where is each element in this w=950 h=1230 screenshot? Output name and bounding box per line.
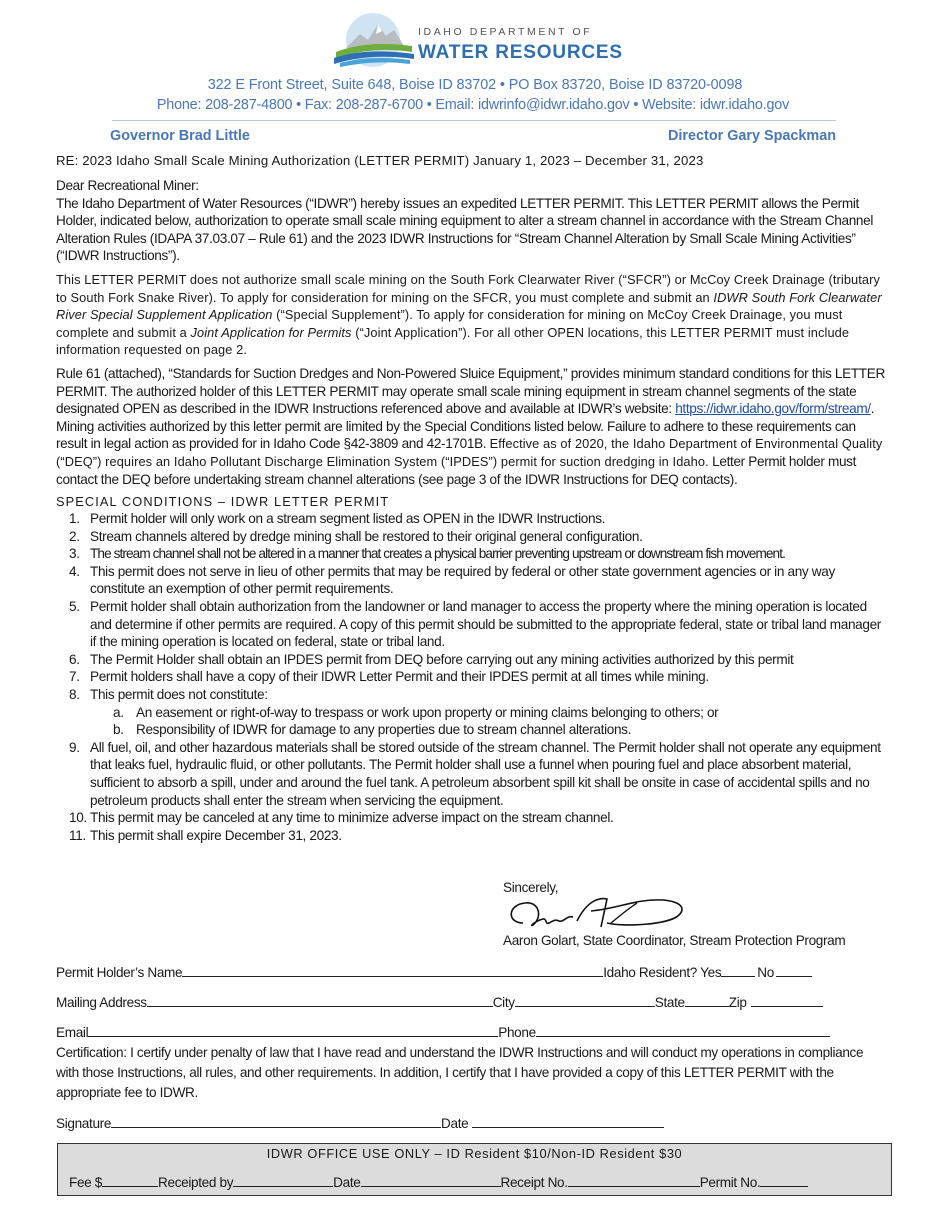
condition-number: 11. [69,827,86,843]
org-line1: IDAHO DEPARTMENT OF [418,26,593,38]
mountain-water-logo-icon [330,12,416,70]
paragraph-3: Rule 61 (attached), “Standards for Suction Dredges and Non-Powered Sluice Equipment,” provides minimum standard conditions for this LETTER PERMIT. The authorized holder of this LETTER PERMIT may operate small scale mining equipment in stream channel segments of the state designated OPEN as described in the IDWR Instructions referenced above and available at IDWR’s website: https://idwr.idaho.gov/form/stream/. Mining activities authorized by this letter permit are limited by the Special Conditions listed below. Failure to adhere to these requirements can result in legal action as provided for in Idaho Code §42-3809 and 42-1701B. Effective as of 2020, the Idaho Department of Environmental Quality (“DEQ”) requires an Idaho Pollutant Discharge Elimination System (“IPDES”) permit for suction dredging in Idaho. Letter Permit holder must contact the DEQ before undertaking stream channel alterations (see page 3 of the IDWR Instructions for DEQ contacts). [56,365,885,487]
resident-no-field[interactable] [776,962,812,977]
conditions-heading: SPECIAL CONDITIONS – IDWR LETTER PERMIT [56,494,390,510]
form-row-mailing: Mailing Address City State Zip [56,992,823,1010]
condition-text: The Permit Holder shall obtain an IPDES permit from DEQ before carrying out any mining activities authorized by this permit [90,651,794,667]
permit-no-field[interactable] [760,1172,808,1187]
condition-text: Permit holder will only work on a stream segment listed as OPEN in the IDWR Instructions. [90,511,606,527]
condition-text: This permit does not serve in lieu of other permits that may be required by federal or other state government agencies or in any way constitute an exemption of other permit requirements. [90,563,835,597]
condition-number: 10. [69,810,87,826]
condition-number: 4. [69,563,80,579]
condition-number: 9. [69,739,80,755]
condition-text: The stream channel shall not be altered in a manner that creates a physical barrier preventing upstream or downstream fish movement. [90,546,785,562]
condition-number: b. [113,722,124,738]
signatory: Aaron Golart, State Coordinator, Stream Protection Program [503,933,846,948]
agency-logo [330,12,630,72]
special-supplement-title: IDWR South Fork Clearwater River Special Supplement Application [56,289,882,323]
office-use-box [57,1143,892,1196]
condition-number: 5. [69,599,80,615]
org-line2: WATER RESOURCES [418,42,623,63]
condition-item [56,545,888,563]
email-field[interactable] [88,1022,498,1037]
conditions-list [56,510,888,704]
receipted-by-field[interactable] [233,1172,333,1187]
condition-text: Permit holder shall obtain authorization from the landowner or land manager to access the property where the mining operation is located and determine if other permits are required. A copy of this permit should be submitted to the appropriate federal, state or tribal land manager if the mining operation is located on federal, state or tribal land. [90,599,881,650]
condition-text: An easement or right-of-way to trespass or work upon property or mining claims belonging to others; or [136,704,719,720]
certification-text: Certification: I certify under penalty of law that I have read and understand the IDWR Instructions and will conduct my operations in compliance with those Instructions, all rules, and other requirements. In addition, I certify that I have provided a copy of this LETTER PERMIT with the appropriate fee to IDWR. [56,1045,864,1100]
condition-item [56,721,888,739]
state-field[interactable] [685,992,729,1007]
letterhead-contact: Phone: 208-287-4800 • Fax: 208-287-6700 • Email: idwrinfo@idwr.idaho.gov • Website: idwr.idaho.gov [156,97,790,113]
office-date-field[interactable] [361,1172,501,1187]
condition-text: All fuel, oil, and other hazardous materials shall be stored outside of the stream channel. The Permit holder shall not operate any equipment that leaks fuel, hydraulic fluid, or other pollutants. The Permit holder shall use a funnel when pouring fuel and place absorbent material, sufficient to absorb a spill, under and around the fuel tank. A petroleum absorbent spill kit shall be onsite in case of accidental spills and no petroleum products shall enter the stream when servicing the equipment. [90,739,881,808]
condition-number: 3. [69,546,80,562]
form-row-signature: Signature Date [56,1113,664,1131]
office-use-heading: IDWR OFFICE USE ONLY – ID Resident $10/Non-ID Resident $30 [266,1146,683,1161]
phone-field[interactable] [536,1022,830,1037]
office-use-fields: Fee $ Receipted by Date Receipt No. Permit No. [69,1172,808,1190]
salutation: Dear Recreational Miner: [56,178,199,193]
mailing-address-field[interactable] [147,992,493,1007]
re-line: RE: 2023 Idaho Small Scale Mining Authorization (LETTER PERMIT) January 1, 2023 – December 31, 2023 [56,153,704,168]
condition-number: 2. [69,528,80,544]
condition-text: This permit does not constitute: [90,687,268,703]
holder-name-field[interactable] [182,962,603,977]
condition-item [56,704,888,722]
condition-item [56,809,888,827]
receipt-no-field[interactable] [568,1172,700,1187]
letter-body [56,177,888,844]
condition-item [56,651,888,669]
signature-date-field[interactable] [472,1113,664,1128]
condition-number: 6. [69,651,80,667]
form-row-name: Permit Holder’s Name Idaho Resident? Yes No [56,962,812,980]
zip-field[interactable] [751,992,823,1007]
condition-item [56,510,888,528]
condition-item [56,827,888,845]
condition-text: This permit shall expire December 31, 2023. [90,827,342,843]
form-row-email: Email Phone [56,1022,830,1040]
conditions-list-continued [56,739,888,845]
condition-item [56,563,888,598]
condition-item [56,528,888,546]
condition-text: Permit holders shall have a copy of their IDWR Letter Permit and their IPDES permit at all times while mining. [90,669,709,685]
condition-item [56,598,888,651]
condition-number: 1. [69,511,80,527]
paragraph-2: This LETTER PERMIT does not authorize small scale mining on the South Fork Clearwater River (“SFCR”) or McCoy Creek Drainage (tributary to South Fork Snake River). To apply for consideration for mining on the SFCR, you must complete and submit an IDWR South Fork Clearwater River Special Supplement Application (“Special Supplement”). To apply for consideration for mining on McCoy Creek Drainage, you must complete and submit a Joint Application for Permits (“Joint Application”). For all other OPEN locations, this LETTER PERMIT must include information requested on page 2. [56,271,882,358]
sub-conditions-list [56,704,888,739]
fee-field[interactable] [102,1172,158,1187]
condition-item [56,686,888,704]
resident-yes-field[interactable] [721,962,755,977]
condition-number: a. [113,704,124,720]
handwritten-signature [503,893,693,935]
director-name: Director Gary Spackman [668,128,836,144]
condition-number: 7. [69,669,80,685]
condition-item [56,739,888,809]
condition-text: This permit may be canceled at any time to minimize adverse impact on the stream channel. [90,810,614,826]
signature-field[interactable] [111,1113,441,1128]
governor-name: Governor Brad Little [110,128,250,144]
letterhead-divider [112,120,836,121]
letterhead-address: 322 E Front Street, Suite 648, Boise ID 83702 • PO Box 83720, Boise ID 83720-0098 [207,77,743,93]
city-field[interactable] [515,992,655,1007]
stream-form-link[interactable]: https://idwr.idaho.gov/form/stream/ [675,401,871,417]
condition-number: 8. [69,687,80,703]
condition-item [56,668,888,686]
condition-text: Stream channels altered by dredge mining shall be restored to their original general configuration. [90,528,643,544]
condition-text: Responsibility of IDWR for damage to any properties due to stream channel alterations. [136,722,632,738]
paragraph-1: The Idaho Department of Water Resources (“IDWR”) hereby issues an expedited LETTER PERMIT. This LETTER PERMIT allows the Permit Holder, indicated below, authorization to operate small scale mining equipment to alter a stream channel in accordance with the Stream Channel Alteration Rules (IDAPA 37.03.07 – Rule 61) and the 2023 IDWR Instructions for “Stream Channel Alteration by Small Scale Mining Activities” (“IDWR Instructions”). [56,195,874,264]
joint-application-title: Joint Application for Permits [190,324,352,340]
closing: Sincerely, [503,880,559,895]
